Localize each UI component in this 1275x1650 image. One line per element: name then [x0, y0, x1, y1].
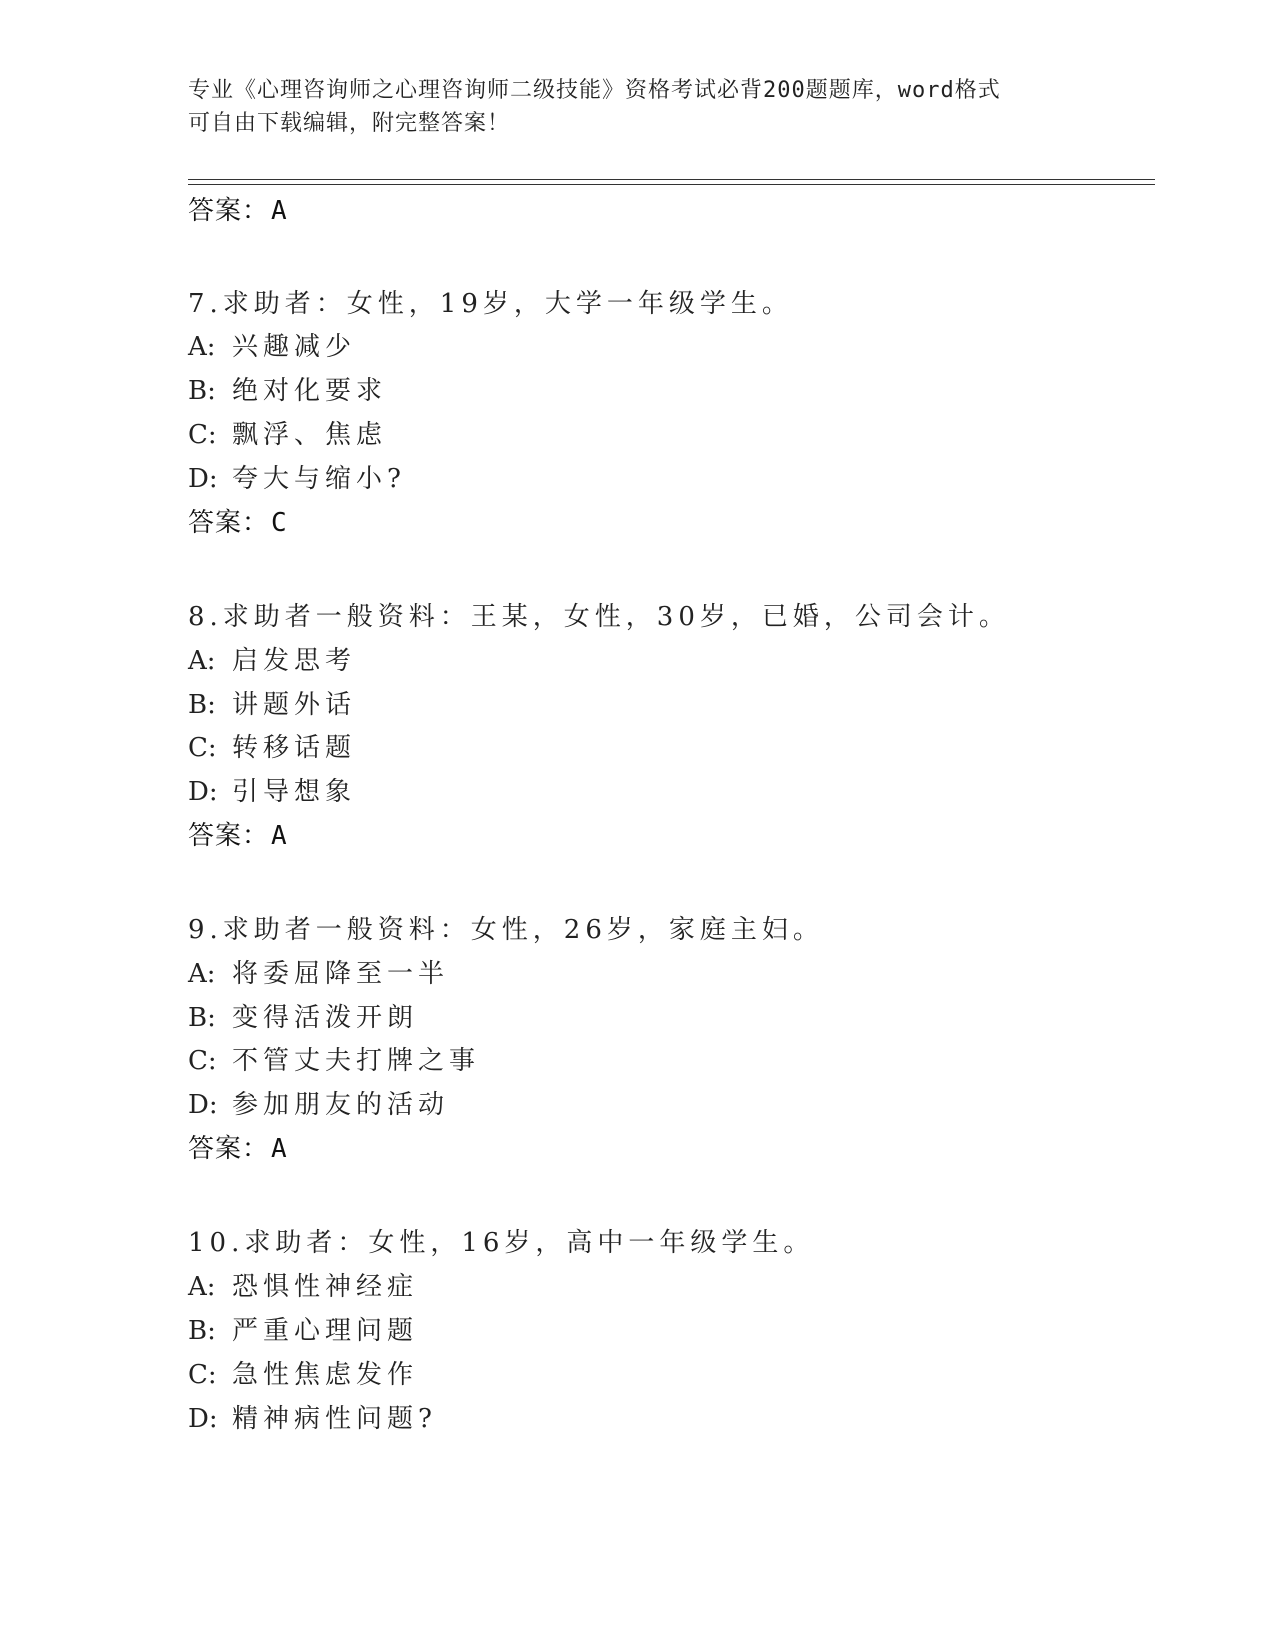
option-key: B: [188, 690, 216, 720]
option-c [188, 414, 387, 451]
option-key: A: [188, 646, 216, 676]
header-line-2: 可自由下载编辑，附完整答案！ [188, 111, 511, 136]
option-key: A: [188, 1272, 216, 1302]
answer-line [188, 502, 288, 539]
option-text: 转移话题 [232, 733, 357, 763]
question-10: 10.求助者：女性，16岁，高中一年级学生。 [188, 1228, 815, 1258]
option-key: C: [188, 1360, 217, 1390]
answer-value: C [271, 508, 288, 538]
option-text: 夸大与缩小? [232, 464, 406, 494]
option-text: 精神病性问题? [232, 1404, 437, 1434]
option-c [188, 1040, 480, 1077]
option-c [188, 1354, 418, 1391]
option-text: 启发思考 [232, 646, 357, 676]
option-a [188, 953, 449, 990]
option-text: 绝对化要求 [232, 376, 388, 406]
answer-value: A [271, 821, 288, 851]
option-key: A: [188, 959, 216, 989]
option-c [188, 727, 356, 764]
option-b [188, 370, 387, 407]
option-text: 不管丈夫打牌之事 [232, 1046, 481, 1076]
option-d [188, 771, 356, 808]
answer-line [188, 190, 288, 227]
answer-value: A [271, 196, 288, 226]
option-text: 参加朋友的活动 [232, 1090, 450, 1120]
option-text: 飘浮、焦虑 [232, 420, 388, 450]
option-a [188, 326, 356, 363]
question-8: 8.求助者一般资料：王某，女性，30岁，已婚，公司会计。 [188, 602, 1010, 632]
header-rule-bottom [188, 184, 1155, 185]
header-rule-top [188, 179, 1155, 180]
option-text: 恐惧性神经症 [232, 1272, 419, 1302]
question-9: 9.求助者一般资料：女性，26岁，家庭主妇。 [188, 915, 824, 945]
option-a [188, 640, 356, 677]
document-header [188, 74, 1088, 140]
answer-label: 答案： [188, 508, 270, 538]
option-text: 讲题外话 [232, 690, 357, 720]
option-a [188, 1266, 418, 1303]
option-b [188, 1310, 418, 1347]
option-key: C: [188, 1046, 217, 1076]
answer-line [188, 1128, 288, 1165]
option-key: D: [188, 464, 218, 494]
option-text: 急性焦虑发作 [232, 1360, 419, 1390]
option-key: B: [188, 1316, 216, 1346]
option-key: C: [188, 420, 217, 450]
option-key: B: [188, 376, 216, 406]
option-key: C: [188, 733, 217, 763]
option-b [188, 997, 418, 1034]
option-key: B: [188, 1003, 216, 1033]
answer-line [188, 815, 288, 852]
option-text: 将委屈降至一半 [232, 959, 450, 989]
option-key: D: [188, 1090, 218, 1120]
option-text: 兴趣减少 [232, 332, 357, 362]
answer-label: 答案： [188, 821, 270, 851]
option-text: 引导想象 [232, 777, 357, 807]
option-key: D: [188, 777, 218, 807]
option-d [188, 1398, 437, 1435]
question-7: 7.求助者：女性，19岁，大学一年级学生。 [188, 289, 793, 319]
answer-label: 答案： [188, 196, 270, 226]
option-text: 变得活泼开朗 [232, 1003, 419, 1033]
option-b [188, 684, 356, 721]
answer-value: A [271, 1134, 288, 1164]
option-text: 严重心理问题 [232, 1316, 419, 1346]
answer-label: 答案： [188, 1134, 270, 1164]
option-d [188, 458, 406, 495]
option-key: D: [188, 1404, 218, 1434]
option-d [188, 1084, 449, 1121]
header-line-1: 专业《心理咨询师之心理咨询师二级技能》资格考试必背200题题库，word格式 [188, 78, 1001, 103]
option-key: A: [188, 332, 216, 362]
